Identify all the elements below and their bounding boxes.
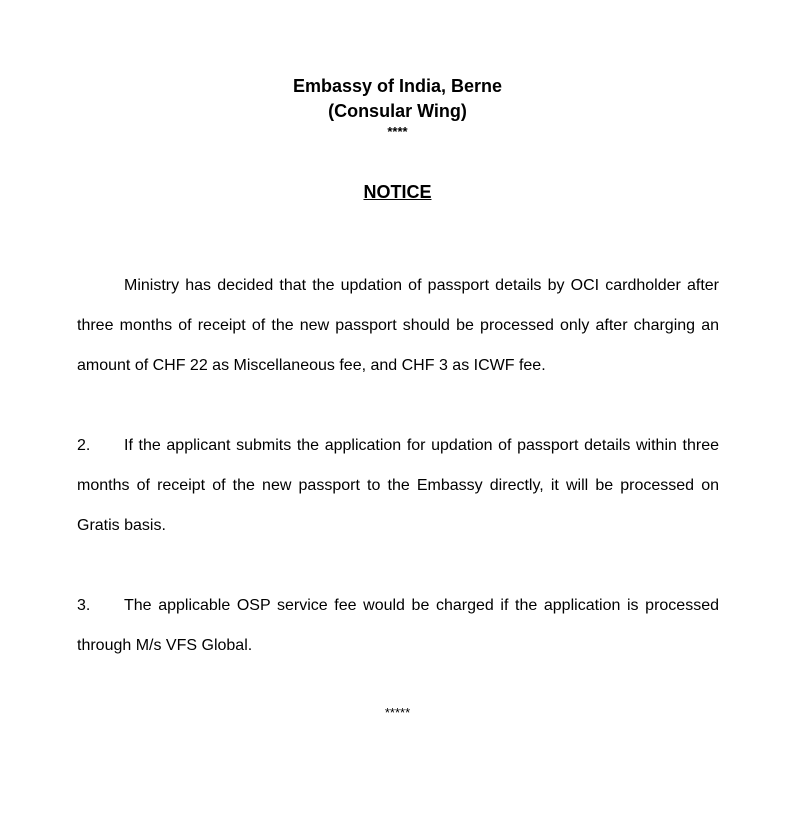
- paragraph-2-text: If the applicant submits the application for updation of passport details within three months of receipt of the new passport to the Embassy directly, it will be processed on Gratis basis.: [77, 437, 719, 534]
- header-separator: ****: [387, 124, 408, 139]
- end-separator: *****: [384, 705, 411, 720]
- paragraph-3-text: The applicable OSP service fee would be charged if the application is processed through M/s VFS Global.: [77, 597, 719, 654]
- consular-wing-label: (Consular Wing): [328, 101, 467, 121]
- paragraph-1-text: Ministry has decided that the updation of passport details by OCI cardholder after three months of receipt of the new passport should be processed only after charging an amount of CHF 22 as Miscellaneous fee, and CHF 3 as ICWF fee.: [77, 277, 719, 374]
- notice-heading: NOTICE: [363, 182, 432, 202]
- paragraph-1: [77, 266, 719, 386]
- embassy-name: Embassy of India, Berne: [292, 76, 503, 96]
- paragraph-3-number: 3.: [77, 597, 91, 614]
- paragraph-3: [77, 586, 719, 666]
- paragraph-2: [77, 426, 719, 546]
- paragraph-2-number: 2.: [77, 437, 91, 454]
